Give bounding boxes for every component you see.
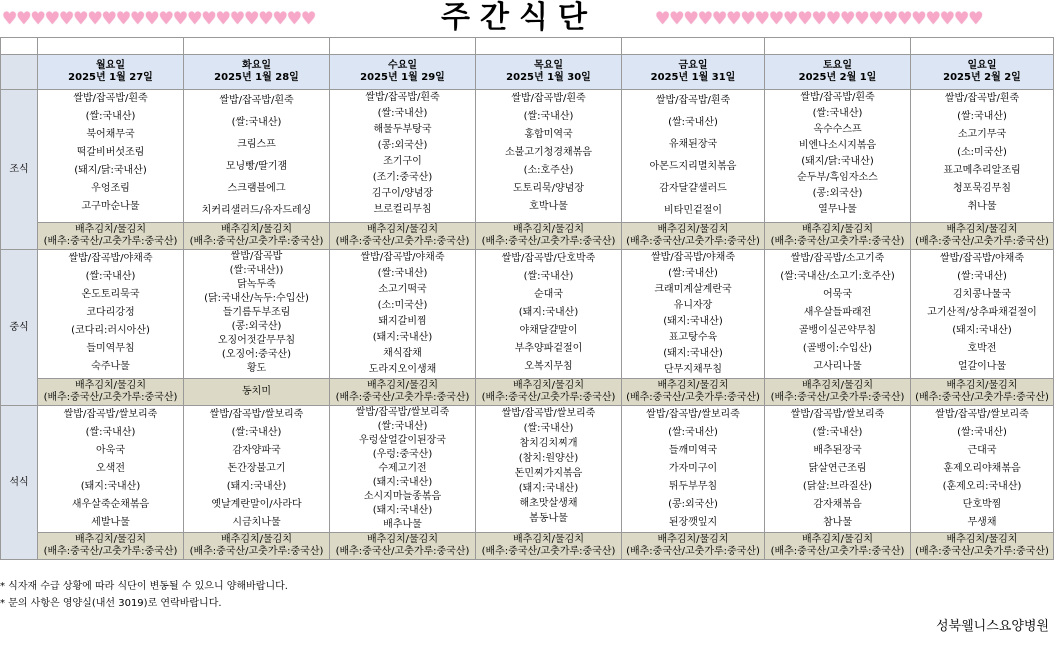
menu-item: 유채된장국 [668, 139, 718, 150]
kimchi-cell [184, 379, 330, 406]
kimchi-text: (배추:중국산/고춧가루:중국산) [189, 236, 324, 247]
menu-item: 어묵국 [823, 289, 852, 300]
menu-item: 쌀밥/잡곡밥/쌀보리죽 [355, 407, 450, 418]
kimchi-text: (배추:중국산/고춧가루:중국산) [770, 392, 905, 403]
menu-item: (돼지:국내산) [518, 483, 579, 494]
menu-cell [476, 406, 622, 533]
menu-item: 소고기떡국 [378, 284, 427, 295]
menu-item: 크림스프 [237, 139, 276, 150]
kimchi-text: (배추:중국산/고춧가루:중국산) [626, 236, 760, 247]
menu-item: (우렁:중국산) [372, 449, 433, 460]
menu-item: 쌀밥/잡곡밥/야채죽 [939, 253, 1025, 264]
day-date: 2025년 2월 1일 [798, 72, 877, 83]
kimchi-cell [622, 379, 765, 406]
kimchi-text: (배추:중국산/고춧가루:중국산) [915, 236, 1049, 247]
weekly-menu-table [0, 37, 1054, 560]
menu-item: 청포묵김무침 [953, 183, 1011, 194]
meal-row-3 [1, 406, 1054, 533]
kimchi-text: (배추:중국산/고춧가루:중국산) [189, 546, 324, 557]
menu-item: 소불고기청경채볶음 [505, 147, 592, 158]
menu-item: 골뱅이실곤약무침 [798, 325, 877, 336]
kimchi-text: (배추:중국산/고춧가루:중국산) [335, 392, 470, 403]
menu-item: 쌀밥/잡곡밥/야채죽 [650, 252, 736, 263]
menu-item: 쌀밥/잡곡밥/단호박죽 [501, 253, 596, 264]
menu-item: (쌀:국내산) [668, 427, 718, 438]
menu-cell [911, 90, 1054, 223]
menu-item: (코다리:러시아산) [71, 325, 150, 336]
kimchi-cell [911, 533, 1054, 560]
menu-item: (오징어:중국산) [221, 349, 292, 360]
kimchi-text: (배추:중국산/고춧가루:중국산) [481, 392, 616, 403]
kimchi-cell [330, 223, 476, 250]
menu-cell [765, 406, 911, 533]
menu-item: 감자양파국 [232, 445, 281, 456]
menu-item: (소:호주산) [523, 165, 574, 176]
menu-item: 닭녹두죽 [237, 279, 276, 290]
menu-item: 우엉조림 [91, 183, 130, 194]
menu-item: 오복지무침 [524, 361, 573, 372]
kimchi-text: 배추김치/물김치 [75, 224, 146, 235]
kimchi-text: (배추:중국산/고춧가루:중국산) [335, 236, 470, 247]
day-header-cell [765, 55, 911, 90]
menu-item: (쌀:국내산) [377, 108, 428, 119]
menu-item: (콩:외국산) [812, 188, 863, 199]
menu-item: (쌀:국내산) [85, 111, 136, 122]
menu-item: (쌀:국내산) [231, 117, 282, 128]
menu-item: 표고메추리알조림 [943, 165, 1021, 176]
menu-item: 도토리묵/양념장 [513, 183, 584, 194]
menu-item: 훈제오리야채볶음 [943, 463, 1021, 474]
hospital-name: 성북웰니스요양병원 [935, 619, 1049, 634]
menu-item: 호박전 [967, 343, 997, 354]
menu-item: (콩:외국산) [377, 140, 428, 151]
menu-cell [911, 406, 1054, 533]
kimchi-row [1, 223, 1054, 250]
menu-item: 쌀밥/잡곡밥 [230, 251, 283, 262]
menu-cell [38, 90, 184, 223]
menu-item: (참치:원양산) [518, 453, 579, 464]
kimchi-text: (배추:중국산/고춧가루:중국산) [43, 546, 178, 557]
menu-item: 배추나물 [383, 519, 422, 530]
menu-item: (닭:국내산/녹두:수입산) [204, 293, 309, 304]
kimchi-text: (배추:중국산/고춧가루:중국산) [770, 236, 905, 247]
menu-item: (쌀:국내산) [377, 421, 428, 432]
menu-item: 오징어젓갈무무침 [217, 335, 296, 346]
kimchi-text: (배추:중국산/고춧가루:중국산) [915, 392, 1049, 403]
kimchi-cell [622, 533, 765, 560]
menu-cell [765, 250, 911, 379]
menu-item: 옛날계란말이/사라다 [211, 499, 302, 510]
menu-item: (쌀:국내산) [523, 271, 574, 282]
menu-item: 순대국 [534, 289, 563, 300]
menu-item: 치커리샐러드/유자드레싱 [201, 205, 312, 216]
notes [0, 578, 288, 612]
menu-item: 고기산적/상추파채겉절이 [927, 307, 1037, 318]
kimchi-cell [38, 533, 184, 560]
day-date: 2025년 2월 2일 [943, 72, 1021, 83]
kimchi-cell [765, 533, 911, 560]
menu-item: (조기:중국산) [372, 172, 433, 183]
menu-item: 우렁살얼갈이된장국 [359, 435, 446, 446]
menu-item: 스크램블에그 [227, 183, 286, 194]
menu-item: 쌀밥/잡곡밥/소고기죽 [790, 253, 885, 264]
menu-item: 배추된장국 [813, 445, 862, 456]
menu-item: 호박나물 [529, 201, 568, 212]
kimchi-text: 배추김치/물김치 [75, 534, 146, 545]
menu-item: (돼지:국내산) [663, 348, 723, 359]
menu-item: (골뱅이:수입산) [802, 343, 873, 354]
menu-cell [38, 406, 184, 533]
corner-cell [1, 55, 38, 90]
menu-item: (쌀:국내산) [812, 427, 863, 438]
menu-item: 홍합미역국 [524, 129, 573, 140]
menu-item: 옥수수스프 [813, 124, 862, 135]
menu-item: 쌀밥/잡곡밥/야채죽 [68, 253, 153, 264]
menu-item: 단호박찜 [962, 499, 1002, 510]
menu-cell [622, 90, 765, 223]
blank-row [1, 38, 1054, 55]
menu-item: (쌀:국내산) [85, 271, 136, 282]
day-date: 2025년 1월 30일 [506, 72, 591, 83]
menu-item: (콩:외국산) [668, 499, 718, 510]
kimchi-cell [330, 533, 476, 560]
menu-item: 들미역무침 [86, 343, 135, 354]
kimchi-cell [911, 379, 1054, 406]
note-2: * 문의 사항은 영양실(내선 3019)로 연락바랍니다. [0, 598, 222, 609]
menu-cell [622, 250, 765, 379]
menu-item: 오색전 [96, 463, 125, 474]
kimchi-cell [184, 223, 330, 250]
kimchi-text: 배추김치/물김치 [367, 534, 438, 545]
menu-item: 숙주나물 [91, 361, 130, 372]
kimchi-cell [184, 533, 330, 560]
menu-item: (돼지:국내산) [952, 325, 1012, 336]
day-name: 월요일 [96, 60, 125, 71]
menu-item: 새우살죽순채볶음 [71, 499, 150, 510]
menu-cell [330, 90, 476, 223]
menu-item: (쌀:국내산) [668, 268, 718, 279]
kimchi-row [1, 533, 1054, 560]
day-header-cell [476, 55, 622, 90]
menu-item: 새우살들파래전 [803, 307, 872, 318]
menu-item: (쌀:국내산) [231, 427, 282, 438]
menu-item: 참치김치찌개 [519, 438, 578, 449]
menu-item: 쌀밥/잡곡밥/흰죽 [219, 95, 294, 106]
menu-item: 돈민찌가지볶음 [514, 468, 583, 479]
menu-item: 돼지갈비찜 [378, 316, 427, 327]
menu-item: 도라지오이생채 [368, 364, 437, 375]
kimchi-text: 배추김치/물김치 [657, 380, 729, 391]
menu-item: (돼지:국내산) [518, 307, 579, 318]
menu-item: (훈제오리:국내산) [942, 481, 1022, 492]
kimchi-text: 배추김치/물김치 [802, 224, 873, 235]
menu-item: 얼갈이나물 [957, 361, 1007, 372]
menu-cell [476, 250, 622, 379]
menu-item: (쌀:국내산) [377, 268, 428, 279]
menu-item: 북어채무국 [86, 129, 135, 140]
menu-item: 쌀밥/잡곡밥/쌀보리죽 [501, 408, 596, 419]
menu-item: 가자미구이 [668, 463, 718, 474]
menu-item: (쌀:국내산) [957, 111, 1007, 122]
kimchi-text: (배추:중국산/고춧가루:중국산) [43, 392, 178, 403]
menu-item: 쌀밥/잡곡밥/쌀보리죽 [209, 409, 304, 420]
kimchi-cell [38, 379, 184, 406]
kimchi-row [1, 379, 1054, 406]
kimchi-text: 배추김치/물김치 [946, 534, 1018, 545]
menu-item: (돼지:국내산) [663, 316, 723, 327]
meal-row-1 [1, 90, 1054, 223]
menu-item: (돼지:국내산) [372, 332, 433, 343]
menu-item: 부추양파겉절이 [514, 343, 583, 354]
meal-label: 석식 [1, 406, 38, 560]
note-1: * 식자재 수급 상황에 따라 식단이 변동될 수 있으니 양해바랍니다. [0, 581, 288, 592]
menu-item: 근대국 [967, 445, 997, 456]
menu-item: 고구마순나물 [81, 201, 140, 212]
menu-item: (닭살:브라질산) [802, 481, 873, 492]
menu-cell [622, 406, 765, 533]
kimchi-text: 배추김치/물김치 [802, 380, 873, 391]
menu-item: (쌀:국내산)) [229, 265, 284, 276]
menu-item: 비타민겉절이 [664, 205, 722, 216]
kimchi-text: 동치미 [242, 386, 271, 397]
menu-item: 참나물 [823, 517, 852, 528]
menu-item: 세발나물 [91, 517, 130, 528]
menu-item: 쌀밥/잡곡밥/흰죽 [800, 92, 875, 103]
menu-item: 소시지마늘종볶음 [363, 491, 442, 502]
day-date: 2025년 1월 31일 [650, 72, 736, 83]
menu-item: (쌀:국내산/소고기:호주산) [780, 271, 895, 282]
menu-item: (쌀:국내산) [957, 427, 1007, 438]
day-header-row [1, 55, 1054, 90]
menu-item: 표고탕수육 [668, 332, 718, 343]
page-title: 주간식단 [441, 0, 597, 35]
kimchi-text: 배추김치/물김치 [221, 534, 292, 545]
kimchi-text: 배추김치/물김치 [657, 534, 729, 545]
menu-item: 야채달걀말이 [519, 325, 578, 336]
menu-item: 순두부/흑임자소스 [797, 172, 878, 183]
menu-item: 쌀밥/잡곡밥/흰죽 [655, 95, 731, 106]
kimchi-cell [476, 533, 622, 560]
kimchi-text: 배추김치/물김치 [946, 380, 1018, 391]
menu-item: 감자채볶음 [813, 499, 862, 510]
menu-item: 고사리나물 [813, 361, 862, 372]
menu-item: (소:미국산) [957, 147, 1007, 158]
menu-item: (돼지:국내산) [80, 481, 141, 492]
meal-label: 조식 [1, 90, 38, 250]
menu-item: (돼지:국내산) [226, 481, 287, 492]
menu-item: 코다리강정 [86, 307, 135, 318]
kimchi-text: 배추김치/물김치 [367, 224, 438, 235]
menu-item: 유니자장 [673, 300, 713, 311]
kimchi-text: 배추김치/물김치 [657, 224, 729, 235]
menu-cell [184, 90, 330, 223]
menu-cell [765, 90, 911, 223]
kimchi-text: 배추김치/물김치 [513, 534, 584, 545]
kimchi-cell [476, 379, 622, 406]
menu-item: 들기름두부조림 [222, 307, 291, 318]
menu-item: 조기구이 [383, 156, 422, 167]
menu-item: 해물두부탕국 [373, 124, 432, 135]
menu-item: 황도 [246, 363, 267, 374]
menu-item: 쌀밥/잡곡밥/쌀보리죽 [646, 409, 740, 420]
day-name: 토요일 [823, 60, 852, 71]
menu-item: (쌀:국내산) [957, 271, 1007, 282]
kimchi-cell [330, 379, 476, 406]
kimchi-text: 배추김치/물김치 [513, 224, 584, 235]
kimchi-text: (배추:중국산/고춧가루:중국산) [770, 546, 905, 557]
menu-item: 닭살연근조림 [808, 463, 867, 474]
kimchi-text: (배추:중국산/고춧가루:중국산) [481, 546, 616, 557]
meal-label: 중식 [1, 250, 38, 406]
menu-item: 무생채 [967, 517, 997, 528]
menu-item: (돼지/닭:국내산) [74, 165, 147, 176]
menu-item: 쌀밥/잡곡밥/야채죽 [360, 252, 445, 263]
menu-item: 모닝빵/딸기잼 [225, 161, 288, 172]
kimchi-text: 배추김치/물김치 [946, 224, 1018, 235]
day-name: 금요일 [678, 60, 708, 71]
menu-item: 들깨미역국 [668, 445, 718, 456]
menu-item: 해초맛살생채 [519, 498, 578, 509]
menu-item: 아욱국 [96, 445, 125, 456]
menu-cell [184, 250, 330, 379]
menu-item: 아몬드지리멸치볶음 [649, 161, 737, 172]
menu-cell [911, 250, 1054, 379]
heart-decoration-right-icon: ♥♥♥♥♥♥♥♥♥♥♥♥♥♥♥♥♥♥♥♥♥♥♥ [655, 9, 983, 29]
menu-item: 단무지채무침 [664, 364, 722, 375]
menu-cell [330, 250, 476, 379]
menu-item: 떡갈비버섯조림 [76, 147, 145, 158]
kimchi-cell [911, 223, 1054, 250]
menu-item: (쌀:국내산) [523, 423, 574, 434]
kimchi-text: 배추김치/물김치 [513, 380, 584, 391]
menu-item: (돼지:국내산) [372, 505, 433, 516]
menu-item: (소:미국산) [377, 300, 428, 311]
kimchi-text: (배추:중국산/고춧가루:중국산) [481, 236, 616, 247]
menu-item: 소고기무국 [957, 129, 1007, 140]
menu-item: 비엔나소시지볶음 [798, 140, 877, 151]
menu-cell [184, 406, 330, 533]
menu-item: 크래미계살계란국 [654, 284, 732, 295]
menu-item: 쌀밥/잡곡밥/흰죽 [365, 92, 440, 103]
day-name: 수요일 [388, 60, 417, 71]
menu-item: 수제고기전 [378, 463, 427, 474]
kimchi-text: (배추:중국산/고춧가루:중국산) [43, 236, 178, 247]
menu-item: 된장깻잎지 [668, 517, 718, 528]
day-date: 2025년 1월 29일 [360, 72, 445, 83]
kimchi-text: (배추:중국산/고춧가루:중국산) [335, 546, 470, 557]
menu-item: 쌀밥/잡곡밥/흰죽 [511, 93, 586, 104]
day-name: 목요일 [534, 60, 563, 71]
kimchi-cell [476, 223, 622, 250]
kimchi-cell [622, 223, 765, 250]
menu-item: 김구이/양념장 [371, 188, 434, 199]
kimchi-text: 배추김치/물김치 [802, 534, 873, 545]
menu-item: 감자달걀샐러드 [659, 183, 727, 194]
kimchi-text: 배추김치/물김치 [221, 224, 292, 235]
kimchi-cell [765, 223, 911, 250]
menu-item: 열무나물 [818, 204, 857, 215]
menu-item: 브로컬리무침 [373, 204, 432, 215]
day-header-cell [38, 55, 184, 90]
heart-decoration-left-icon: ♥♥♥♥♥♥♥♥♥♥♥♥♥♥♥♥♥♥♥♥♥♥ [2, 9, 316, 29]
kimchi-text: (배추:중국산/고춧가루:중국산) [915, 546, 1049, 557]
day-header-cell [622, 55, 765, 90]
day-name: 화요일 [242, 60, 271, 71]
menu-item: 쌀밥/잡곡밥/흰죽 [944, 93, 1020, 104]
meal-row-2 [1, 250, 1054, 379]
menu-item: (돼지/닭:국내산) [801, 156, 874, 167]
day-name: 일요일 [967, 60, 997, 71]
menu-item: 튀두부무침 [668, 481, 718, 492]
menu-item: (돼지:국내산) [372, 477, 433, 488]
menu-item: (쌀:국내산) [812, 108, 863, 119]
kimchi-cell [38, 223, 184, 250]
menu-item: 김치콩나물국 [953, 289, 1011, 300]
day-header-cell [184, 55, 330, 90]
day-header-cell [911, 55, 1054, 90]
menu-cell [330, 406, 476, 533]
menu-cell [38, 250, 184, 379]
menu-item: 쌀밥/잡곡밥/쌀보리죽 [63, 409, 158, 420]
menu-item: 쌀밥/잡곡밥/흰죽 [73, 93, 148, 104]
day-header-cell [330, 55, 476, 90]
day-date: 2025년 1월 27일 [68, 72, 153, 83]
kimchi-text: (배추:중국산/고춧가루:중국산) [626, 392, 760, 403]
kimchi-text: 배추김치/물김치 [75, 380, 146, 391]
menu-item: 취나물 [967, 201, 997, 212]
menu-item: 봄동나물 [529, 513, 568, 524]
title-bar [0, 0, 1057, 38]
menu-item: 쌀밥/잡곡밥/쌀보리죽 [790, 409, 885, 420]
day-date: 2025년 1월 28일 [214, 72, 299, 83]
menu-item: 온도토리묵국 [81, 289, 140, 300]
menu-item: (쌀:국내산) [668, 117, 718, 128]
kimchi-cell [765, 379, 911, 406]
menu-cell [476, 90, 622, 223]
menu-item: 시금치나물 [232, 517, 281, 528]
menu-item: 쌀밥/잡곡밥/쌀보리죽 [935, 409, 1029, 420]
menu-item: 돈간장불고기 [227, 463, 286, 474]
menu-item: (콩:외국산) [231, 321, 282, 332]
menu-item: (쌀:국내산) [523, 111, 574, 122]
kimchi-text: (배추:중국산/고춧가루:중국산) [626, 546, 760, 557]
menu-item: (쌀:국내산) [85, 427, 136, 438]
kimchi-text: 배추김치/물김치 [367, 380, 438, 391]
menu-item: 채식잡채 [383, 348, 422, 359]
